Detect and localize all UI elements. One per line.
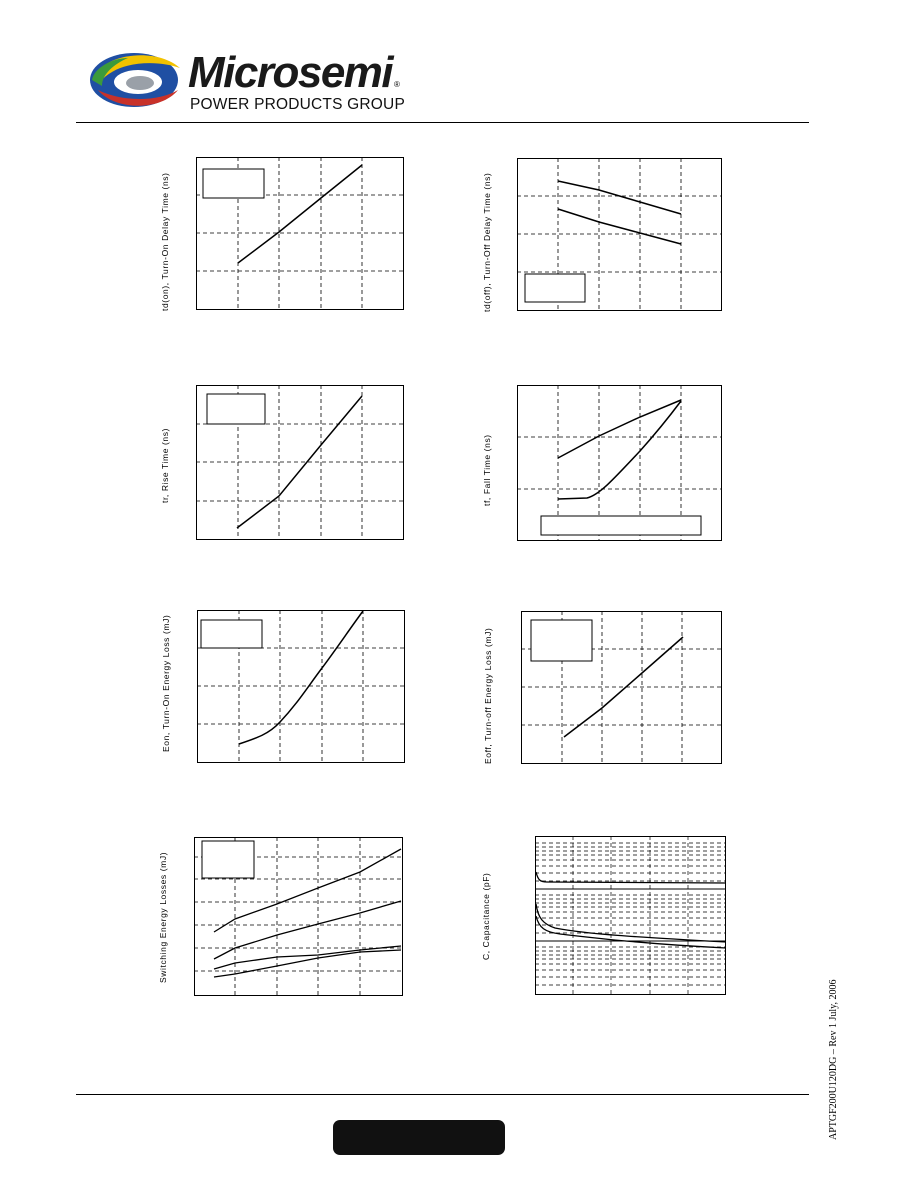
page-number-box [333, 1120, 505, 1155]
chart-turn-on-energy-plot [197, 610, 407, 765]
microsemi-swoosh-icon [88, 46, 188, 116]
registered-mark: ® [394, 80, 400, 89]
chart-turn-off-delay-plot [517, 158, 727, 313]
y-axis-label: Eoff, Turn-off Energy Loss (mJ) [483, 627, 493, 764]
chart-rise-time-plot [196, 385, 406, 543]
y-axis-label: td(on), Turn-On Delay Time (ns) [160, 172, 170, 311]
header-rule [76, 122, 809, 123]
y-axis-label: td(off), Turn-Off Delay Time (ns) [482, 172, 492, 312]
document-reference: APTGF200U120DG – Rev 1 July, 2006 [828, 979, 839, 1140]
y-axis-label: tr, Rise Time (ns) [160, 427, 170, 503]
chart-capacitance-plot [535, 836, 730, 998]
brand-wordmark: Microsemi [188, 48, 393, 97]
chart-turn-off-energy-plot [521, 611, 731, 766]
chart-switching-energy-plot [194, 837, 406, 999]
y-axis-label: Eon, Turn-On Energy Loss (mJ) [161, 614, 171, 752]
chart-fall-time-plot [517, 385, 727, 543]
microsemi-logo [88, 46, 408, 122]
y-axis-label: tf, Fall Time (ns) [482, 434, 492, 506]
y-axis-label: Switching Energy Losses (mJ) [158, 851, 168, 983]
division-name: POWER PRODUCTS GROUP [190, 96, 405, 113]
y-axis-label: C, Capacitance (pF) [481, 872, 491, 960]
footer-rule [76, 1094, 809, 1095]
chart-turn-on-delay-plot [196, 157, 406, 312]
